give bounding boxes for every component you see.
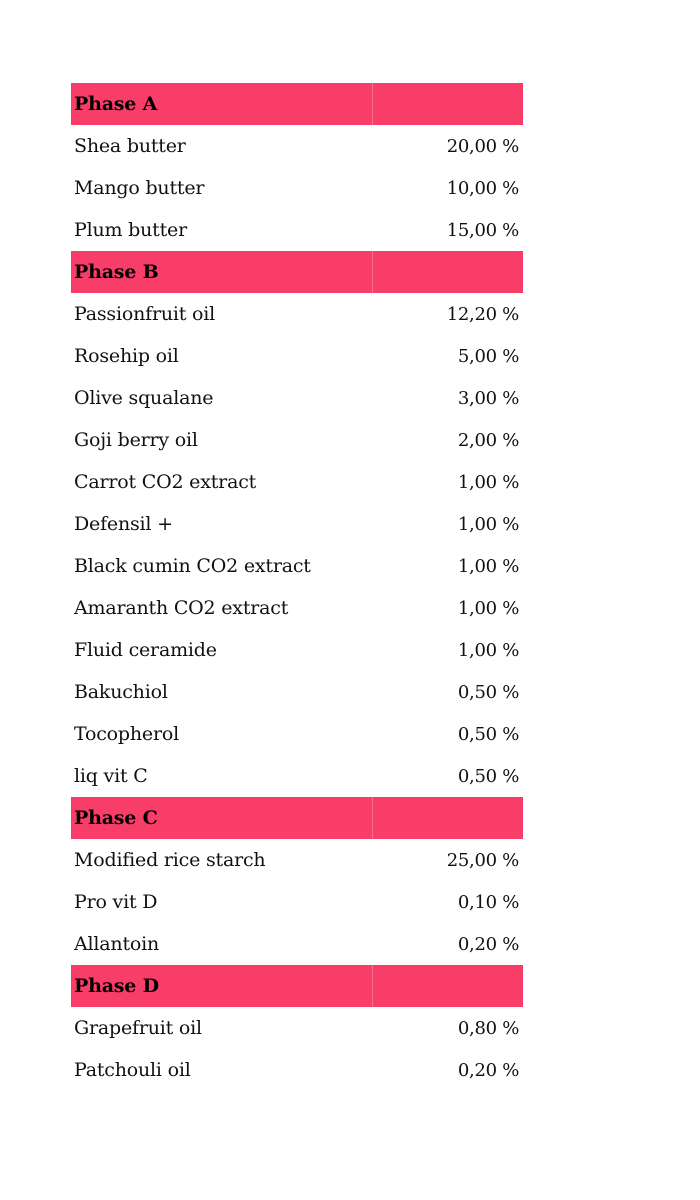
table-row xyxy=(71,125,523,167)
ingredient-amount: 0,50 % xyxy=(457,765,519,787)
ingredient-amount: 1,00 % xyxy=(457,639,519,661)
ingredient-amount: 0,50 % xyxy=(457,681,519,703)
ingredient-name: Allantoin xyxy=(74,933,160,955)
table-row xyxy=(71,209,523,251)
ingredient-name: Fluid ceramide xyxy=(74,639,217,661)
column-divider xyxy=(372,251,373,293)
phase-title: Phase B xyxy=(74,261,159,283)
column-divider xyxy=(372,965,373,1007)
table-row xyxy=(71,293,523,335)
phase-b-header xyxy=(71,251,523,293)
phase-a-header xyxy=(71,83,523,125)
ingredient-amount: 2,00 % xyxy=(457,429,519,451)
ingredient-amount: 0,50 % xyxy=(457,723,519,745)
ingredient-name: Tocopherol xyxy=(74,723,179,745)
phase-d-header xyxy=(71,965,523,1007)
table-row xyxy=(71,1049,523,1091)
ingredient-amount: 1,00 % xyxy=(457,597,519,619)
table-row xyxy=(71,881,523,923)
ingredient-name: Olive squalane xyxy=(74,387,214,409)
ingredient-name: Passionfruit oil xyxy=(74,303,216,325)
ingredient-name: Black cumin CO2 extract xyxy=(74,555,311,577)
column-divider xyxy=(372,797,373,839)
ingredient-name: Goji berry oil xyxy=(74,429,198,451)
ingredient-name: Shea butter xyxy=(74,135,186,157)
phase-c-header xyxy=(71,797,523,839)
table-row xyxy=(71,1007,523,1049)
ingredient-name: Patchouli oil xyxy=(74,1059,191,1081)
table-row xyxy=(71,671,523,713)
ingredient-name: Bakuchiol xyxy=(74,681,168,703)
ingredient-name: Defensil + xyxy=(74,513,173,535)
ingredient-amount: 20,00 % xyxy=(446,135,519,157)
ingredient-name: Plum butter xyxy=(74,219,187,241)
ingredient-name: Modified rice starch xyxy=(74,849,266,871)
phase-title: Phase D xyxy=(74,975,159,997)
ingredient-amount: 10,00 % xyxy=(446,177,519,199)
table-row xyxy=(71,167,523,209)
table-row xyxy=(71,335,523,377)
ingredient-name: Amaranth CO2 extract xyxy=(74,597,289,619)
ingredient-name: Pro vit D xyxy=(74,891,158,913)
column-divider xyxy=(372,83,373,125)
ingredient-amount: 1,00 % xyxy=(457,471,519,493)
table-row xyxy=(71,755,523,797)
table-row xyxy=(71,461,523,503)
ingredient-amount: 5,00 % xyxy=(457,345,519,367)
table-row xyxy=(71,545,523,587)
ingredient-amount: 0,10 % xyxy=(457,891,519,913)
ingredient-amount: 15,00 % xyxy=(446,219,519,241)
ingredient-amount: 0,20 % xyxy=(457,1059,519,1081)
ingredient-name: Mango butter xyxy=(74,177,205,199)
table-row xyxy=(71,629,523,671)
phase-title: Phase A xyxy=(74,93,158,115)
recipe-table xyxy=(71,83,523,1091)
table-row xyxy=(71,419,523,461)
phase-title: Phase C xyxy=(74,807,158,829)
table-row xyxy=(71,923,523,965)
ingredient-name: Rosehip oil xyxy=(74,345,179,367)
table-row xyxy=(71,713,523,755)
ingredient-amount: 1,00 % xyxy=(457,555,519,577)
ingredient-name: Carrot CO2 extract xyxy=(74,471,257,493)
table-row xyxy=(71,503,523,545)
ingredient-amount: 3,00 % xyxy=(457,387,519,409)
ingredient-name: liq vit C xyxy=(74,765,148,787)
ingredient-amount: 1,00 % xyxy=(457,513,519,535)
ingredient-amount: 12,20 % xyxy=(446,303,519,325)
ingredient-name: Grapefruit oil xyxy=(74,1017,202,1039)
table-row xyxy=(71,377,523,419)
ingredient-amount: 25,00 % xyxy=(446,849,519,871)
table-row xyxy=(71,839,523,881)
table-row xyxy=(71,587,523,629)
ingredient-amount: 0,80 % xyxy=(457,1017,519,1039)
ingredient-amount: 0,20 % xyxy=(457,933,519,955)
